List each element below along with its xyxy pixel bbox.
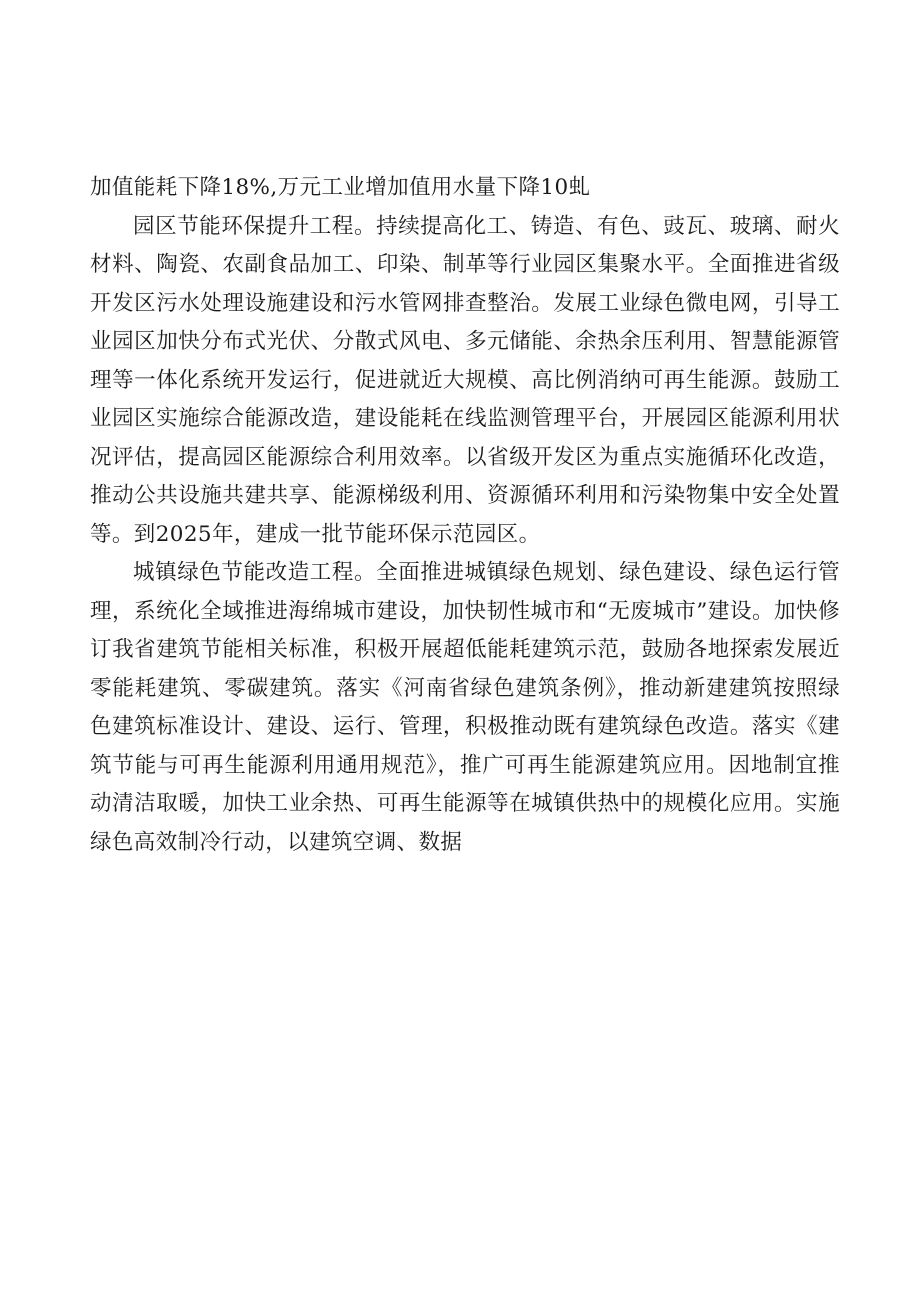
- paragraph-park-energy-saving: 园区节能环保提升工程。持续提高化工、铸造、有色、豉瓦、玻璃、耐火材料、陶瓷、农副食品加工、印染、制革等行业园区集聚水平。全面推进省级开发区污水处理设施建设和污水管网排查整治。发展工业绿色微电网，引导工业园区加快分布式光伏、分散式风电、多元储能、余热余压利用、智慧能源管理等一体化系统开发运行，促进就近大规模、高比例消纳可再生能源。鼓励工业园区实施综合能源改造，建设能耗在线监测管理平台，开展园区能源利用状况评估，提高园区能源综合利用效率。以省级开发区为重点实施循环化改造，推动公共设施共建共享、能源梯级利用、资源循环利用和污染物集中安全处置等。到2025年，建成一批节能环保示范园区。: [90, 213, 840, 547]
- paragraph-continuation: 加值能耗下降18%,万元工业增加值用水量下降10虬: [90, 175, 591, 200]
- paragraph-urban-green-retrofit: 城镇绿色节能改造工程。全面推进城镇绿色规划、绿色建设、绿色运行管理，系统化全域推进海绵城市建设，加快韧性城市和“无废城市”建设。加快修订我省建筑节能相关标准，积极开展超低能耗建筑示范，鼓励各地探索发展近零能耗建筑、零碳建筑。落实《河南省绿色建筑条例》，推动新建建筑按照绿色建筑标准设计、建设、运行、管理，积极推动既有建筑绿色改造。落实《建筑节能与可再生能源利用通用规范》，推广可再生能源建筑应用。因地制宜推动清洁取暖，加快工业余热、可再生能源等在城镇供热中的规模化应用。实施绿色高效制冷行动，以建筑空调、数据: [90, 560, 840, 855]
- document-body: [90, 169, 840, 862]
